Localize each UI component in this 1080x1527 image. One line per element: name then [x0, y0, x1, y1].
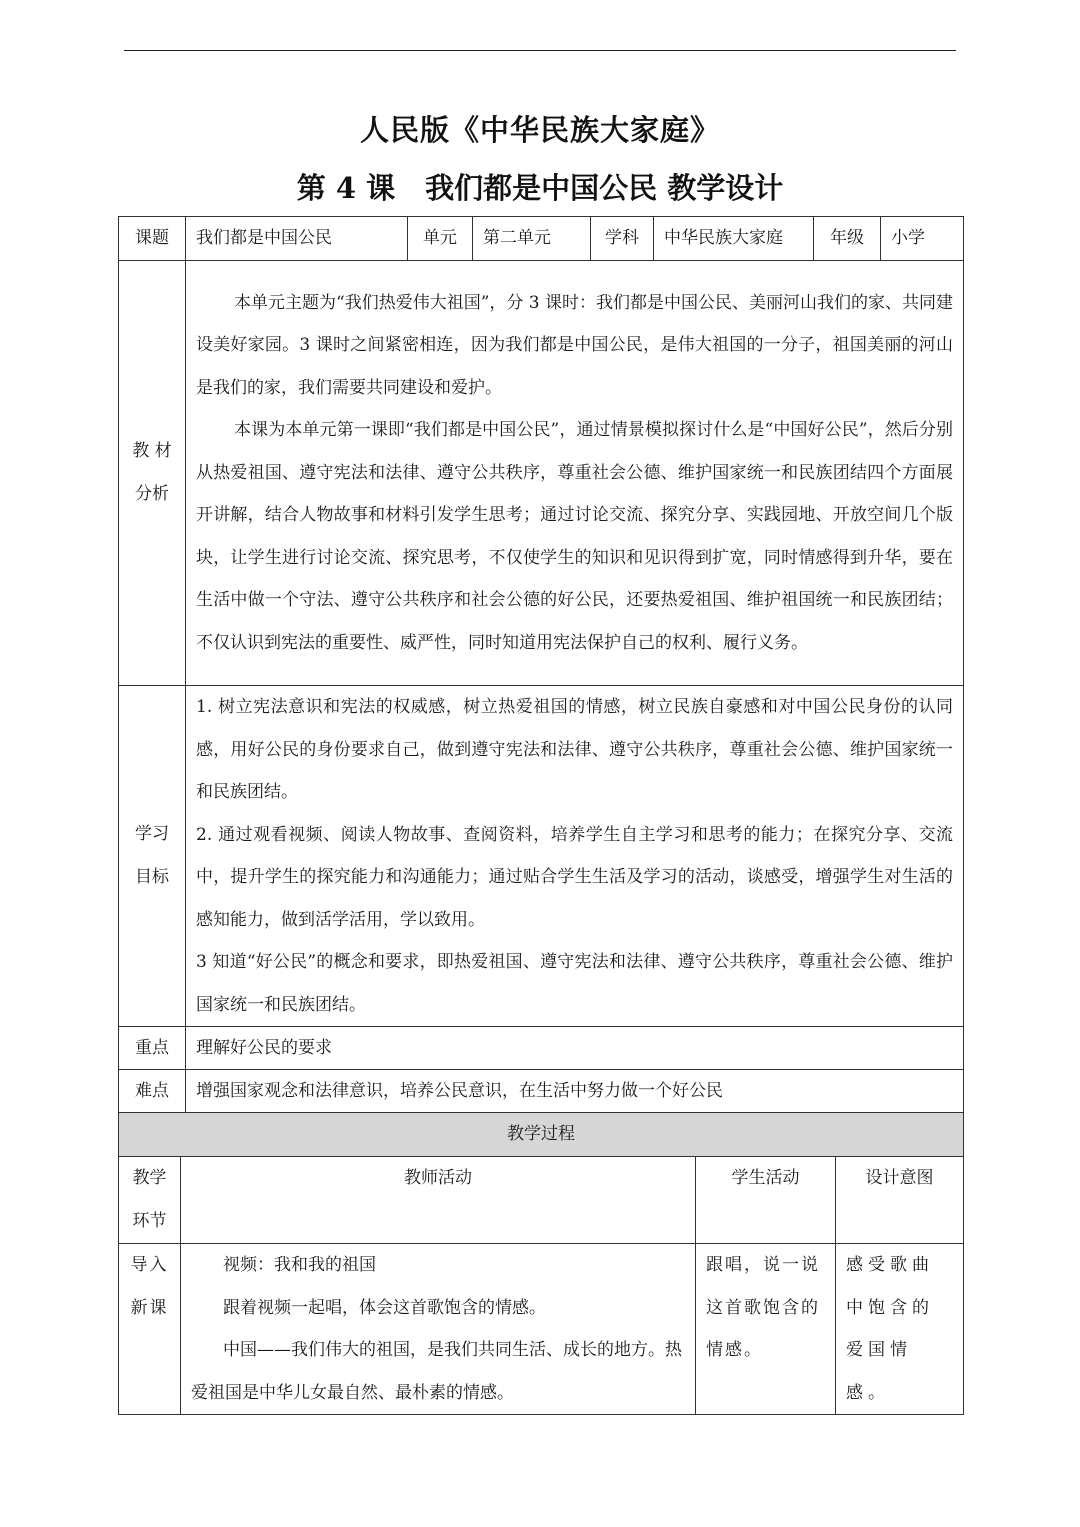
- lesson-info-table: [118, 216, 964, 1113]
- lesson-name: 我们都是中国公民: [425, 171, 658, 205]
- lesson-number: 第 4 课: [296, 171, 396, 205]
- intro-teacher-activity: [181, 1244, 696, 1415]
- learning-goal-2: 2. 通过观看视频、阅读人物故事、查阅资料，培养学生自主学习和思考的能力；在探究分享、交流中，提升学生的探究能力和沟通能力；通过贴合学生生活及学习的活动，谈感受，增强学生对生活的感知能力，做到活学活用，学以致用。: [196, 824, 953, 930]
- process-column-headers: [119, 1157, 964, 1244]
- learning-goals-row: [119, 686, 964, 1027]
- key-point-label: 重点: [119, 1027, 186, 1070]
- material-analysis-content: [186, 261, 964, 686]
- document-title: 人民版《中华民族大家庭》: [359, 113, 720, 147]
- info-row: [119, 217, 964, 261]
- learning-goals-label-line1: 学习: [135, 824, 169, 844]
- teaching-process-table: [118, 1112, 964, 1415]
- material-analysis-paragraph-2: 本课为本单元第一课即“我们都是中国公民”，通过情景模拟探讨什么是“中国好公民”，然后分别从热爱祖国、遵守宪法和法律、遵守公共秩序，尊重社会公德、维护国家统一和民族团结四个方面展开讲解，结合人物故事和材料引发学生思考；通过讨论交流、探究分享、实践园地、开放空间几个版块，让学生进行讨论交流、探究思考，不仅使学生的知识和见识得到扩宽，同时情感得到升华，要在生活中做一个守法、遵守公共秩序和社会公德的好公民，还要热爱祖国、维护祖国统一和民族团结；不仅认识到宪法的重要性、威严性，同时知道用宪法保护自己的权利、履行义务。: [196, 420, 953, 653]
- header-rule: [124, 50, 956, 51]
- intro-design-intent: 感受歌曲中饱含的爱国情感。: [836, 1244, 964, 1415]
- subject-label: 学科: [591, 217, 654, 261]
- learning-goal-3: 3 知道“好公民”的概念和要求，即热爱祖国、遵守宪法和法律、遵守公共秩序，尊重社会公德、维护国家统一和民族团结。: [196, 952, 953, 1015]
- col-section-header: 教学环节: [119, 1157, 181, 1244]
- col-student-header: 学生活动: [696, 1157, 836, 1244]
- topic-value: 我们都是中国公民: [186, 217, 408, 261]
- key-point-row: [119, 1027, 964, 1070]
- unit-label: 单元: [408, 217, 473, 261]
- lesson-title: [0, 166, 1080, 207]
- intro-teacher-line-2: 跟着视频一起唱，体会这首歌饱含的情感。: [223, 1297, 546, 1318]
- intro-teacher-line-1: 视频：我和我的祖国: [223, 1255, 376, 1275]
- col-intent-header: 设计意图: [836, 1157, 964, 1244]
- material-analysis-label-line2: 分析: [135, 484, 169, 504]
- key-point-value: 理解好公民的要求: [186, 1027, 964, 1070]
- material-analysis-label-line1: 教 材: [132, 441, 172, 461]
- learning-goals-label: [119, 686, 186, 1027]
- material-analysis-row: [119, 261, 964, 686]
- intro-row: [119, 1244, 964, 1415]
- intro-student-activity: 跟唱，说一说这首歌饱含的情感。: [696, 1244, 836, 1415]
- learning-goals-label-line2: 目标: [135, 867, 169, 887]
- material-analysis-label: [119, 261, 186, 686]
- intro-teacher-line-3: 中国——我们伟大的祖国，是我们共同生活、成长的地方。热爱祖国是中华儿女最自然、最朴素的情感。: [191, 1340, 682, 1403]
- lesson-title-suffix: 教学设计: [667, 171, 784, 205]
- difficult-point-label: 难点: [119, 1070, 186, 1113]
- difficult-point-row: [119, 1070, 964, 1113]
- learning-goals-content: [186, 686, 964, 1027]
- difficult-point-value: 增强国家观念和法律意识，培养公民意识，在生活中努力做一个好公民: [186, 1070, 964, 1113]
- topic-label: 课题: [119, 217, 186, 261]
- intro-section: 导入新课: [119, 1244, 181, 1415]
- process-header-row: [119, 1113, 964, 1157]
- material-analysis-paragraph-1: 本单元主题为“我们热爱伟大祖国”，分 3 课时：我们都是中国公民、美丽河山我们的家、共同建设美好家园。3 课时之间紧密相连，因为我们都是中国公民，是伟大祖国的一分子，祖国美丽的河山是我们的家，我们需要共同建设和爱护。: [196, 292, 954, 398]
- learning-goal-1: 1. 树立宪法意识和宪法的权威感，树立热爱祖国的情感，树立民族自豪感和对中国公民身份的认同感，用好公民的身份要求自己，做到遵守宪法和法律、遵守公共秩序，尊重社会公德、维护国家统一和民族团结。: [196, 697, 953, 802]
- unit-value: 第二单元: [473, 217, 591, 261]
- grade-label: 年级: [814, 217, 881, 261]
- col-teacher-header: 教师活动: [181, 1157, 696, 1244]
- grade-value: 小学: [881, 217, 964, 261]
- process-header: 教学过程: [119, 1113, 964, 1157]
- subject-value: 中华民族大家庭: [654, 217, 814, 261]
